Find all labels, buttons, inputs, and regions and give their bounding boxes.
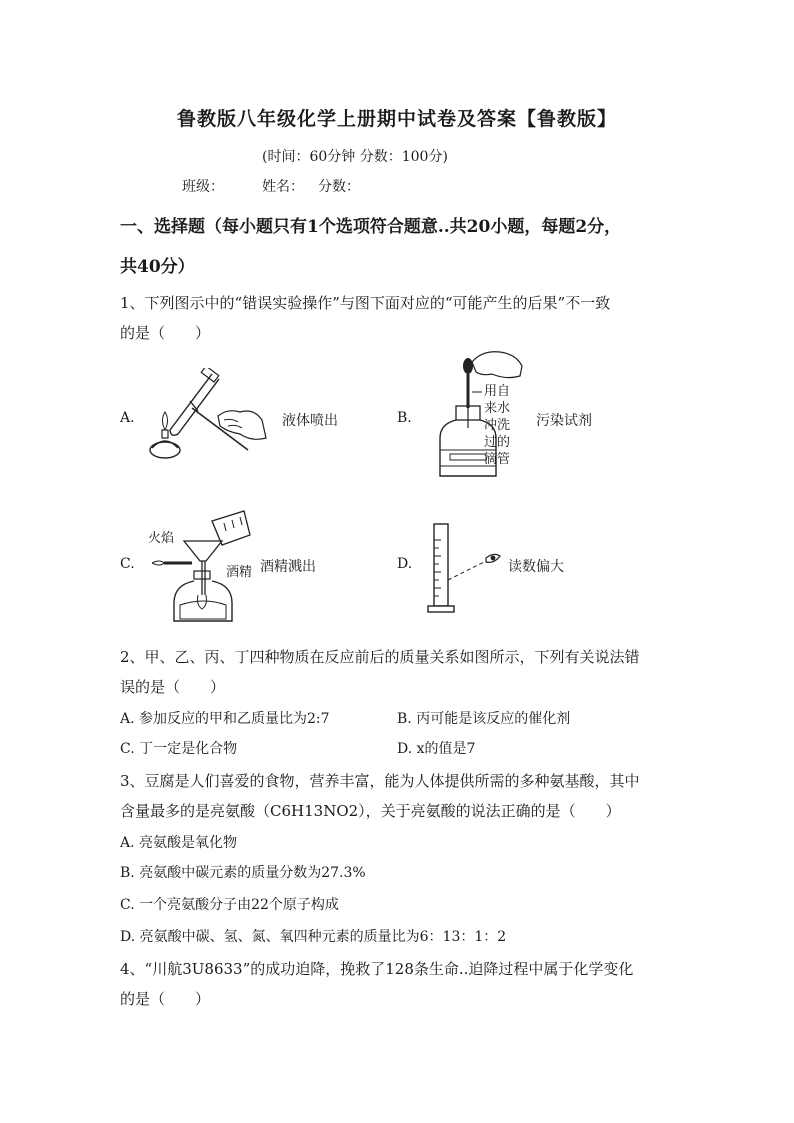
q1-option-c-letter[interactable]: C. bbox=[120, 556, 135, 572]
graduated-cylinder-figure bbox=[424, 520, 514, 616]
callout-line: 来水 bbox=[484, 401, 511, 416]
q2-option-c[interactable]: C. 丁一定是化合物 bbox=[120, 741, 238, 757]
score-label: 分数： bbox=[318, 179, 360, 195]
q4-stem-line1: 4、“川航3U8633”的成功迫降，挽救了128条生命..迫降过程中属于化学变化 bbox=[120, 960, 634, 978]
q1-stem-line2: 的是（ ） bbox=[120, 324, 211, 342]
heating-test-tube-figure bbox=[140, 368, 280, 466]
q3-option-b[interactable]: B. 亮氨酸中碳元素的质量分数为27.3% bbox=[120, 865, 366, 881]
callout-line: 冲洗 bbox=[484, 418, 511, 433]
q2-stem-line2: 误的是（ ） bbox=[120, 678, 226, 696]
q2-option-b[interactable]: B. 丙可能是该反应的催化剂 bbox=[397, 711, 571, 727]
q1-option-c-result: 酒精溅出 bbox=[260, 559, 316, 575]
q3-option-d[interactable]: D. 亮氨酸中碳、氢、氮、氧四种元素的质量比为6：13：1：2 bbox=[120, 929, 507, 945]
callout-line: 滴管 bbox=[484, 452, 511, 467]
q2-stem-line1: 2、甲、乙、丙、丁四种物质在反应前后的质量关系如图所示，下列有关说法错 bbox=[120, 648, 640, 666]
class-label: 班级： bbox=[182, 179, 224, 195]
fire-label: 火焰 bbox=[148, 531, 175, 546]
q3-stem-line2: 含量最多的是亮氨酸（C6H13NO2），关于亮氨酸的说法正确的是（ ） bbox=[120, 802, 621, 820]
callout-line: 过的 bbox=[484, 435, 511, 450]
q2-option-a[interactable]: A. 参加反应的甲和乙质量比为2:7 bbox=[120, 711, 330, 727]
exam-info: (时间：60分钟 分数：100分) bbox=[262, 149, 448, 165]
section-heading-line2: 共40分） bbox=[120, 257, 195, 277]
callout-line: 用自 bbox=[484, 384, 511, 399]
q1-option-d-letter[interactable]: D. bbox=[397, 556, 413, 572]
q1-option-a-result: 液体喷出 bbox=[282, 413, 338, 429]
q1-option-b-result: 污染试剂 bbox=[536, 413, 592, 429]
q1-stem-line1: 1、下列图示中的“错误实验操作”与图下面对应的“可能产生的后果”不一致 bbox=[120, 294, 611, 312]
dropper-callout bbox=[484, 383, 510, 468]
q4-stem-line2: 的是（ ） bbox=[120, 990, 211, 1008]
dropper-reagent-bottle-figure bbox=[436, 346, 526, 480]
q1-option-a-letter[interactable]: A. bbox=[120, 410, 135, 426]
q3-option-a[interactable]: A. 亮氨酸是氧化物 bbox=[120, 835, 238, 851]
alcohol-label: 酒精 bbox=[226, 565, 253, 580]
q3-stem-line1: 3、豆腐是人们喜爱的食物，营养丰富，能为人体提供所需的多种氨基酸，其中 bbox=[120, 772, 640, 790]
q2-option-d[interactable]: D. x的值是7 bbox=[397, 741, 476, 757]
q1-option-d-result: 读数偏大 bbox=[508, 559, 564, 575]
page-title: 鲁教版八年级化学上册期中试卷及答案【鲁教版】 bbox=[176, 108, 617, 130]
q1-option-b-letter[interactable]: B. bbox=[397, 410, 412, 426]
section-heading-line1: 一、选择题（每小题只有1个选项符合题意..共20小题，每题2分， bbox=[120, 217, 622, 237]
name-label: 姓名： bbox=[262, 179, 304, 195]
q3-option-c[interactable]: C. 一个亮氨酸分子由22个原子构成 bbox=[120, 897, 339, 913]
